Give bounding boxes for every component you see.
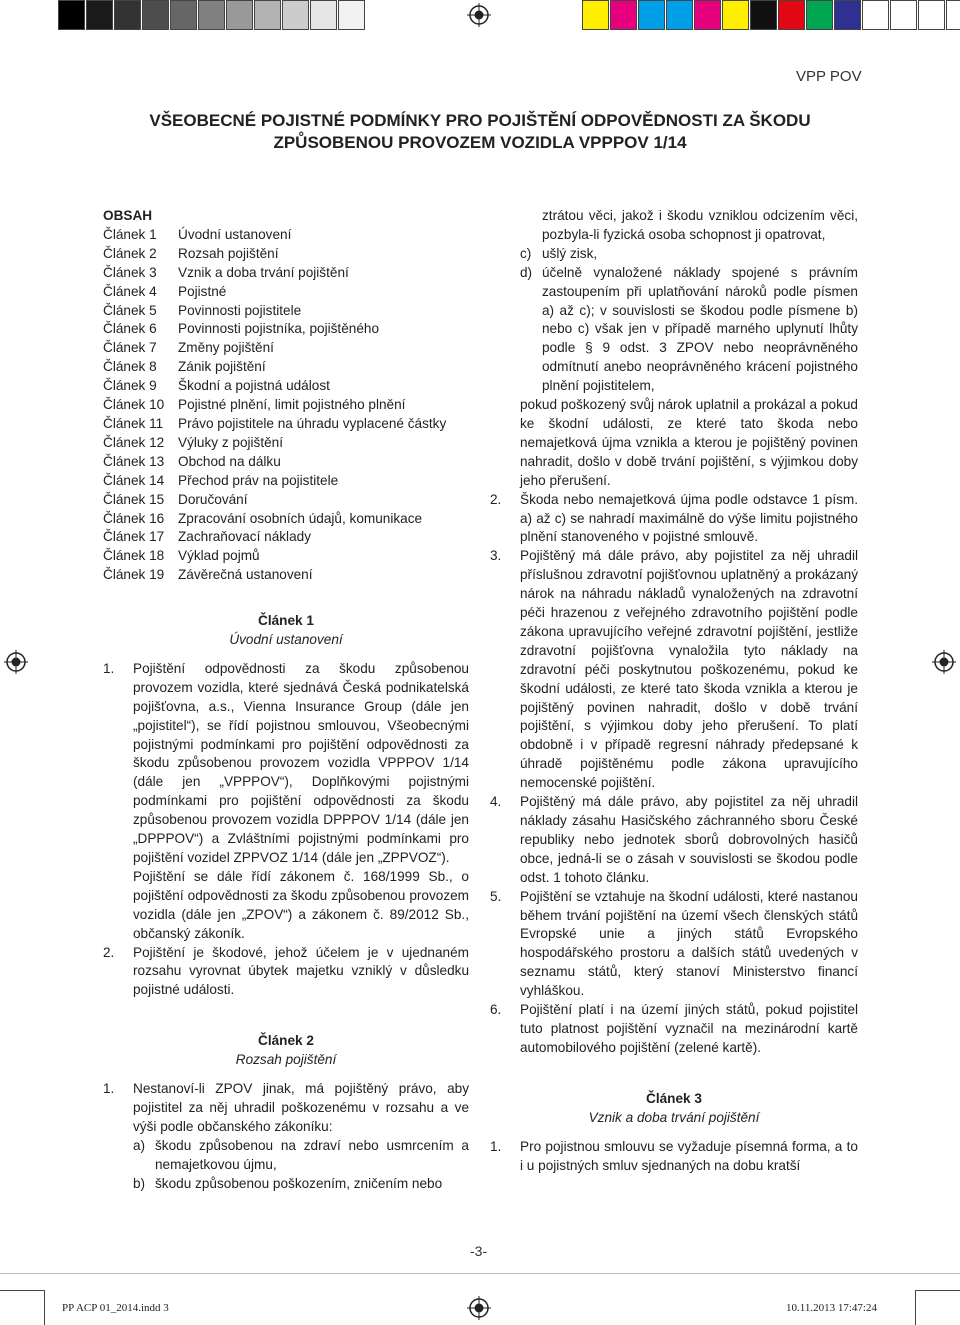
footer-divider xyxy=(0,1273,960,1274)
article-3-subtitle: Vznik a doba trvání pojištění xyxy=(588,1109,760,1125)
color-swatch xyxy=(862,0,889,30)
list-item xyxy=(490,547,858,793)
item-text: Nestanoví-li ZPOV jinak, má pojištěný právo, aby pojistitel za něj uhradil poškozenému v rozsahu a ve výši podle občanského zákoníku: xyxy=(133,1081,469,1134)
color-swatch xyxy=(198,0,225,30)
color-swatch xyxy=(582,0,609,30)
toc-article-number: Článek 8 xyxy=(103,359,157,375)
toc-row xyxy=(103,358,469,377)
color-swatch xyxy=(638,0,665,30)
list-item xyxy=(490,888,858,1001)
color-swatch xyxy=(114,0,141,30)
toc-article-number: Článek 9 xyxy=(103,378,157,394)
toc-row xyxy=(103,528,469,547)
registration-mark-icon xyxy=(467,3,491,27)
toc-article-number: Článek 3 xyxy=(103,264,157,280)
color-swatch xyxy=(86,0,113,30)
sub-item xyxy=(520,245,858,264)
toc-article-label: Právo pojistitele na úhradu vyplacené částky xyxy=(178,415,447,431)
color-swatch xyxy=(254,0,281,30)
article-3-heading: Článek 3 xyxy=(646,1090,702,1106)
item-number: 1. xyxy=(103,1081,115,1097)
cmyk-color-bar xyxy=(582,0,960,30)
toc-row xyxy=(103,283,469,302)
crop-mark xyxy=(916,1290,960,1291)
title-line-2: ZPŮSOBENOU PROVOZEM VOZIDLA VPPPOV 1/14 xyxy=(273,133,687,152)
toc-article-label: Pojistné xyxy=(178,283,227,299)
toc-row xyxy=(103,547,469,566)
item-number: 6. xyxy=(490,1002,502,1018)
color-swatch xyxy=(834,0,861,30)
toc-article-number: Článek 11 xyxy=(103,415,164,431)
item-number: 1. xyxy=(490,1138,502,1154)
toc-article-label: Výluky z pojištění xyxy=(178,434,284,450)
article-1-subtitle: Úvodní ustanovení xyxy=(229,632,343,648)
list-item xyxy=(490,1138,858,1176)
footer-filename: PP ACP 01_2014.indd 3 xyxy=(62,1302,169,1314)
item-text: Pojištění platí i na území jiných států, pokud pojistitel tuto platnost pojištění vyznačil na mezinárodní kartě automobilového pojištění (zelené kartě). xyxy=(520,1002,858,1055)
registration-mark-icon xyxy=(932,650,956,674)
sub-item-text: ušlý zisk, xyxy=(542,245,598,261)
toc-row xyxy=(103,339,469,358)
list-item xyxy=(490,793,858,888)
toc-article-number: Článek 1 xyxy=(103,226,157,242)
crop-mark xyxy=(915,1290,916,1325)
paragraph: pokud poškozený svůj nárok uplatnil a prokázal a pokud ke škodní události, ze které tato škoda nebo nemajetková újma vznikla a kterou je pojištěný povinen nahradit, došlo v době trvání pojištění, s výjimkou doby jeho přerušení. xyxy=(520,397,858,488)
toc-article-number: Článek 5 xyxy=(103,302,157,318)
crop-mark xyxy=(44,1290,45,1325)
left-column xyxy=(103,207,469,1194)
toc-article-number: Článek 14 xyxy=(103,472,165,488)
toc-article-label: Zpracování osobních údajů, komunikace xyxy=(178,510,423,526)
sub-item xyxy=(520,264,858,396)
item-number: 4. xyxy=(490,794,502,810)
list-item xyxy=(490,491,858,548)
toc-article-number: Článek 2 xyxy=(103,245,157,261)
toc-row xyxy=(103,396,469,415)
toc-article-label: Zachraňovací náklady xyxy=(178,529,311,545)
color-swatch xyxy=(142,0,169,30)
toc-article-number: Článek 16 xyxy=(103,510,165,526)
toc-row xyxy=(103,510,469,529)
color-swatch xyxy=(722,0,749,30)
color-swatch xyxy=(778,0,805,30)
toc-article-number: Článek 4 xyxy=(103,283,157,299)
color-swatch xyxy=(282,0,309,30)
sub-item-text: škodu způsobenou na zdraví nebo usmrcením a nemajetkovou újmu, xyxy=(155,1137,469,1172)
toc-article-label: Doručování xyxy=(178,491,248,507)
toc-article-number: Článek 13 xyxy=(103,453,165,469)
toc-article-number: Článek 10 xyxy=(103,397,165,413)
toc-row xyxy=(103,320,469,339)
paragraph: Pojištění se dále řídí zákonem č. 168/1999 Sb., o pojištění odpovědnosti za škodu způsobenou provozem vozidla (dále jen „ZPOV“) a zákonem č. 89/2012 Sb., občanský zákoník. xyxy=(133,868,469,941)
toc-article-number: Článek 18 xyxy=(103,548,165,564)
toc-row xyxy=(103,434,469,453)
toc-row xyxy=(103,566,469,585)
toc-article-number: Článek 15 xyxy=(103,491,165,507)
toc-row xyxy=(103,302,469,321)
color-swatch xyxy=(918,0,945,30)
item-number: 1. xyxy=(103,660,115,676)
toc-row xyxy=(103,377,469,396)
color-swatch xyxy=(750,0,777,30)
toc-article-label: Pojistné plnění, limit pojistného plnění xyxy=(178,397,406,413)
item-text: Škoda nebo nemajetková újma podle odstavce 1 písm. a) až c) se nahradí maximálně do výše limitu pojistného plnění stanoveného v pojistné smlouvě. xyxy=(520,491,858,545)
list-item xyxy=(103,944,469,1001)
document-code: VPP POV xyxy=(796,68,862,85)
right-column xyxy=(490,207,858,1175)
sub-item-text: účelně vynaložené náklady spojené s právním zastoupením při uplatňování nároků podle písmen a) až c); v souvislosti se škodou podle písmene b) nebo c) však jen v případě marného uplynutí lhůty podle § 9 odst. 3 ZPOV nebo neoprávněného odmítnutí anebo neoprávněného krácení pojistného plnění pojistitelem, xyxy=(542,264,858,394)
toc-row xyxy=(103,264,469,283)
toc-article-label: Škodní a pojistná událost xyxy=(178,378,330,394)
registration-mark-icon xyxy=(467,1296,491,1320)
list-item xyxy=(490,1001,858,1058)
sub-item-continuation xyxy=(520,207,858,245)
item-text: Pojištění odpovědnosti za škodu způsobenou provozem vozidla, které sjednává Česká podnikatelská pojišťovna, a.s., Vienna Insurance Group (dále jen „pojistitel“), se řídí pojistnou smlouvou, Všeobecnými pojistnými podmínkami pro pojištění odpovědnosti za škodu způsobenou provozem vozidla VPPPOV 1/14 (dále jen „VPPPOV“), Doplňkovými pojistnými podmínkami pro pojištění odpovědnosti za škodu způsobenou provozem vozidla DPPPOV 1/14 (dále jen „DPPPOV“) a Zvláštními pojistnými podmínkami pro pojištění vozidel ZPPVOZ 1/14 (dále jen „ZPPVOZ“). xyxy=(133,660,469,865)
sub-item-text: škodu způsobenou poškozením, zničením nebo xyxy=(155,1175,443,1191)
toc-article-label: Závěrečná ustanovení xyxy=(178,567,313,583)
toc-article-number: Článek 17 xyxy=(103,529,165,545)
toc-row xyxy=(103,226,469,245)
table-of-contents xyxy=(103,226,469,585)
toc-article-number: Článek 6 xyxy=(103,321,157,337)
toc-article-label: Povinnosti pojistníka, pojištěného xyxy=(178,321,380,337)
color-swatch xyxy=(666,0,693,30)
sub-item xyxy=(133,1137,469,1175)
toc-heading: OBSAH xyxy=(103,208,153,223)
toc-article-number: Článek 12 xyxy=(103,434,165,450)
item-number: 3. xyxy=(490,548,502,564)
color-swatch xyxy=(890,0,917,30)
sub-item-letter: d) xyxy=(520,264,533,280)
list-item xyxy=(103,660,469,868)
registration-mark-icon xyxy=(4,650,28,674)
document-title xyxy=(140,110,820,154)
color-swatch xyxy=(610,0,637,30)
item-text: Pro pojistnou smlouvu se vyžaduje písemná forma, a to i u pojistných smluv sjednaných na dobu kratší xyxy=(520,1138,858,1173)
article-2-heading: Článek 2 xyxy=(258,1033,314,1049)
item-text: Pojištěný má dále právo, aby pojistitel za něj uhradil příslušnou zdravotní pojišťovnou uplatněný a prokázaný nárok na náhradu nákladů vynaložených na zdravotní péči hrazenou z veřejného zdravotního pojištění podle zákona upravujícího veřejné zdravotní pojištění, jestliže zdravotní pojišťovna vynaložila tyto náklady na zdravotní péči poskytnutou poškozenému, pokud ke škodní události, ze které tato škoda vznikla a kterou je pojištěný povinen nahradit, došlo v době trvání pojištění, s výjimkou doby jeho přerušení. To platí obdobně i v případě regresní náhrady předepsané k úhradě pojištěnému podle zákona upravujícího nemocenské pojištění. xyxy=(520,548,858,791)
item-text: Pojištění je škodové, jehož účelem je v ujednaném rozsahu vyrovnat úbytek majetku vzniklý v důsledku pojistné události. xyxy=(133,944,469,998)
toc-article-label: Obchod na dálku xyxy=(178,453,281,469)
article-1-heading: Článek 1 xyxy=(258,613,314,629)
toc-row xyxy=(103,415,469,434)
toc-article-label: Vznik a doba trvání pojištění xyxy=(178,264,349,280)
toc-row xyxy=(103,453,469,472)
item-text: Pojištění se vztahuje na škodní události, které nastanou během trvání pojištění na území všech členských států Evropské unie a jiných států Evropského hospodářského prostoru a dalších států uvedených v seznamu států, který stanoví Ministerstvo financí vyhláškou. xyxy=(520,888,858,999)
toc-article-number: Článek 19 xyxy=(103,567,165,583)
color-swatch xyxy=(806,0,833,30)
item-text: Pojištěný má dále právo, aby pojistitel za něj uhradil náklady zásahu Hasičského záchranného sboru České republiky nebo jednotek sborů dobrovolných hasičů obce, jedná-li se o zásah v souvislosti se škodou podle odst. 1 tohoto článku. xyxy=(520,794,858,885)
toc-article-label: Úvodní ustanovení xyxy=(178,226,292,242)
color-swatch xyxy=(226,0,253,30)
item-number: 2. xyxy=(490,491,502,507)
crop-mark xyxy=(0,1290,44,1291)
list-item xyxy=(103,1080,469,1137)
sub-item-text: ztrátou věci, jakož i škodu vzniklou odcizením věci, pozbyla-li fyzická osoba schopnost ji opatrovat, xyxy=(542,208,858,242)
color-swatch xyxy=(310,0,337,30)
sub-item-letter: b) xyxy=(133,1175,146,1191)
grayscale-color-bar xyxy=(58,0,366,30)
toc-article-label: Přechod práv na pojistitele xyxy=(178,472,339,488)
toc-article-label: Rozsah pojištění xyxy=(178,245,279,261)
sub-item-letter: a) xyxy=(133,1137,146,1153)
color-swatch xyxy=(694,0,721,30)
page-number: -3- xyxy=(470,1243,488,1259)
item-number: 2. xyxy=(103,944,115,960)
toc-row xyxy=(103,491,469,510)
footer-timestamp: 10.11.2013 17:47:24 xyxy=(786,1302,877,1314)
toc-article-label: Změny pojištění xyxy=(178,340,274,356)
item-number: 5. xyxy=(490,888,502,904)
article-2-subtitle: Rozsah pojištění xyxy=(235,1052,337,1068)
toc-row xyxy=(103,245,469,264)
color-swatch xyxy=(170,0,197,30)
sub-item-letter: c) xyxy=(520,245,532,261)
toc-article-label: Výklad pojmů xyxy=(178,548,260,564)
color-swatch xyxy=(58,0,85,30)
color-swatch xyxy=(338,0,365,30)
toc-article-label: Zánik pojištění xyxy=(178,359,266,375)
color-swatch xyxy=(946,0,960,30)
toc-row xyxy=(103,472,469,491)
title-line-1: VŠEOBECNÉ POJISTNÉ PODMÍNKY PRO POJIŠTĚNÍ ODPOVĚDNOSTI ZA ŠKODU xyxy=(149,111,811,130)
toc-article-label: Povinnosti pojistitele xyxy=(178,302,302,318)
toc-article-number: Článek 7 xyxy=(103,340,157,356)
sub-item xyxy=(133,1175,469,1194)
